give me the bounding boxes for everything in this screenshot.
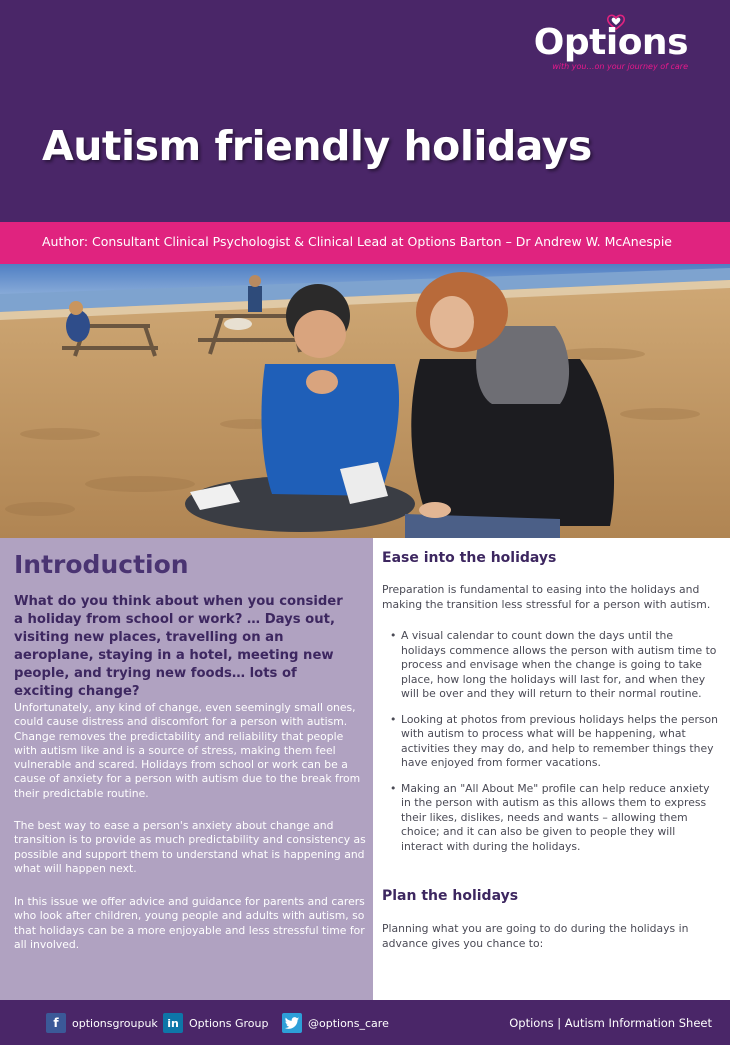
plan-intro: Planning what you are going to do during the holidays in advance gives you chance to: — [382, 922, 689, 950]
bullet-icon: • — [390, 629, 397, 642]
linkedin-link[interactable] — [163, 1012, 268, 1034]
bullet-text: Making an "All About Me" profile can help reduce anxiety in the person with autism as this allows them to express their likes, dislikes, needs and wants – allowing them choice; and it can also be given to people they will interact with during the holidays. — [401, 781, 710, 853]
facebook-icon: f — [46, 1013, 66, 1033]
twitter-link[interactable] — [282, 1012, 389, 1034]
advice-panel — [373, 538, 730, 1000]
seated-person — [66, 310, 90, 342]
introduction-heading: Introduction — [14, 550, 189, 579]
beach-photo — [0, 264, 730, 538]
author-bar — [0, 222, 730, 264]
introduction-paragraph-3: In this issue we offer advice and guidance for parents and carers who look after children, young people and adults with autism, so that holidays can be a more enjoyable and less stressful time for all involved. — [14, 895, 365, 951]
list-item — [390, 629, 720, 702]
bullet-icon: • — [390, 712, 397, 726]
ease-heading: Ease into the holidays — [382, 550, 557, 566]
twitter-handle: @options_care — [308, 1016, 389, 1030]
ease-intro: Preparation is fundamental to easing into the holidays and making the transition less stressful for a person with autism. — [382, 583, 711, 611]
options-logo[interactable] — [528, 12, 688, 74]
logo-tagline: with you…on your journey of care — [552, 62, 688, 71]
ease-bullet-list — [390, 629, 720, 865]
introduction-lead: What do you think about when you consider a holiday from school or work? … Days out, visiting new places, travelling on an aeroplane, staying in a hotel, meeting new people, and trying new foods… lots of exciting change? — [14, 594, 343, 699]
introduction-paragraph-2: The best way to ease a person's anxiety about change and transition is to provide as much predictability and consistency as possible and support them to understand what is happening and what will happen next. — [14, 819, 366, 875]
list-item — [390, 713, 720, 771]
beach-illustration — [0, 264, 730, 538]
plan-heading: Plan the holidays — [382, 888, 519, 904]
dog — [224, 318, 252, 330]
footer-document-label: Options | Autism Information Sheet — [509, 1016, 712, 1030]
list-item — [390, 782, 720, 855]
author-credit: Author: Consultant Clinical Psychologist & Clinical Lead at Options Barton – Dr Andrew W. McAnespie — [42, 234, 672, 249]
linkedin-handle: Options Group — [189, 1016, 269, 1030]
footer — [0, 1000, 730, 1045]
twitter-icon — [282, 1013, 302, 1033]
facebook-link[interactable] — [46, 1012, 158, 1034]
standing-person — [248, 286, 262, 312]
logo-wordmark: Options — [533, 22, 688, 63]
bullet-text: Looking at photos from previous holidays helps the person with autism to process what will be happening, what activities they may do, and help to remember things they have enjoyed from former vacations. — [401, 712, 718, 769]
introduction-panel — [0, 538, 373, 1000]
linkedin-icon: in — [163, 1013, 183, 1033]
bullet-text: A visual calendar to count down the days until the holidays commence allows the person with autism time to process and envisage when the change is going to take place, how long the holidays will last for, and when they will be over and they will return to their normal routine. — [401, 629, 717, 700]
twitter-bird-glyph — [285, 1017, 299, 1029]
introduction-paragraph-1: Unfortunately, any kind of change, even seemingly small ones, could cause distress and discomfort for a person with autism. Change removes the predictability and reliability that people with autism like and is a source of stress, making them feel vulnerable and scared. Holidays from school or work can be a cause of anxiety for a person with autism due to the break from their predictable routine. — [14, 701, 361, 800]
bullet-icon: • — [390, 781, 397, 795]
header-banner — [0, 0, 730, 222]
facebook-handle: optionsgroupuk — [72, 1016, 158, 1030]
page-title: Autism friendly holidays — [42, 122, 592, 170]
